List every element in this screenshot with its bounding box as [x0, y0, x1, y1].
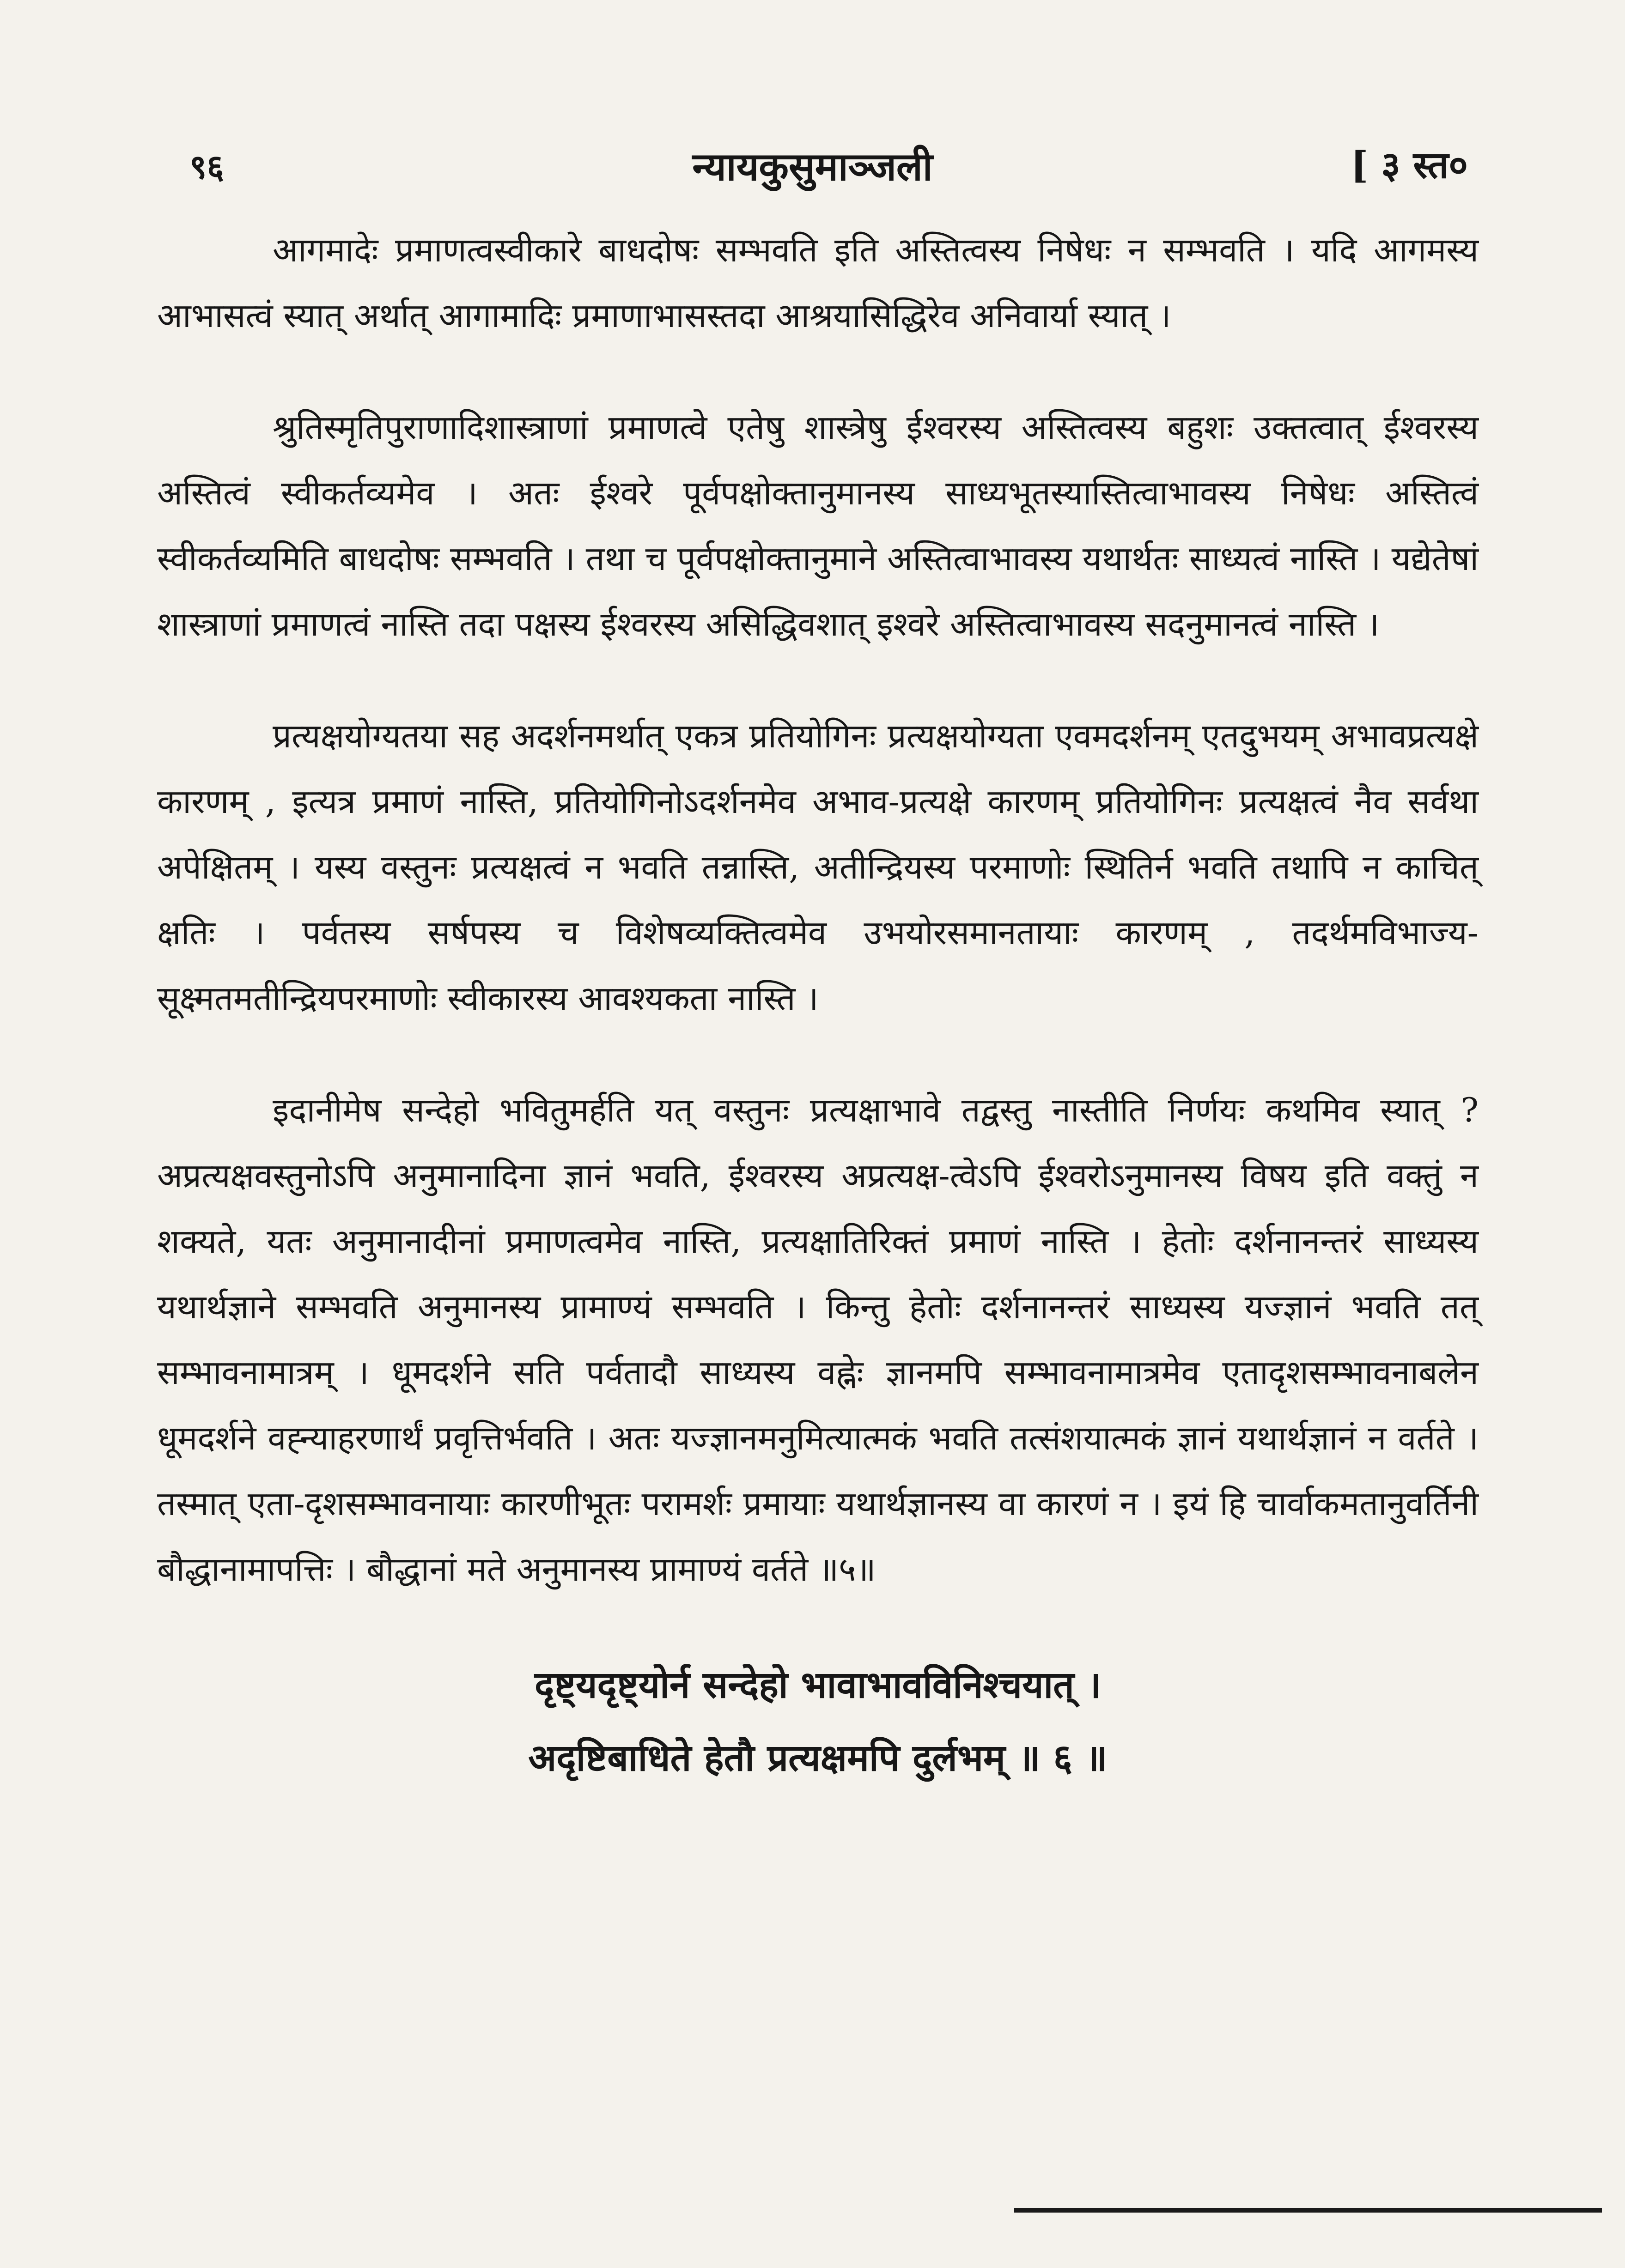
paragraph-4: इदानीमेष सन्देहो भवितुमर्हति यत् वस्तुनः प्रत्यक्षाभावे तद्वस्तु नास्तीति निर्णयः कथमिव स्यात् ? अप्रत्यक्षवस्तुनोऽपि अनुमानादिना ज्ञानं भवति, ईश्वरस्य अप्रत्यक्ष-त्वेऽपि ईश्वरोऽनुमानस्य विषय इति वक्तुं न शक्यते, यतः अनुमानादीनां प्रमाणत्वमेव नास्ति, प्रत्यक्षातिरिक्तं प्रमाणं नास्ति । हेतोः दर्शनानन्तरं साध्यस्य यथार्थज्ञाने सम्भवति अनुमानस्य प्रामाण्यं सम्भवति । किन्तु हेतोः दर्शनानन्तरं साध्यस्य यज्ज्ञानं भवति तत् सम्भावनामात्रम् । धूमदर्शने सति पर्वतादौ साध्यस्य वह्नेः ज्ञानमपि सम्भावनामात्रमेव एतादृशसम्भावनाबलेन धूमदर्शने वह्न्याहरणार्थं प्रवृत्तिर्भवति । अतः यज्ज्ञानमनुमित्यात्मकं भवति तत्संशयात्मकं ज्ञानं यथार्थज्ञानं न वर्तते । तस्मात् एता-दृशसम्भावनायाः कारणीभूतः परामर्शः प्रमायाः यथार्थज्ञानस्य वा कारणं न । इयं हि चार्वाकमतानुवर्तिनी बौद्धानामापत्तिः । बौद्धानां मते अनुमानस्य प्रामाण्यं वर्तते ॥५॥ — [157, 1091, 1479, 1589]
page-header — [157, 139, 1468, 199]
footer-rule — [1014, 2208, 1602, 2213]
page-number: ९६ — [189, 147, 224, 186]
body-text — [157, 217, 1479, 1794]
verse-block — [157, 1648, 1479, 1794]
paragraph-3: प्रत्यक्षयोग्यतया सह अदर्शनमर्थात् एकत्र प्रतियोगिनः प्रत्यक्षयोग्यता एवमदर्शनम् एतदुभयम् अभावप्रत्यक्षे कारणम् , इत्यत्र प्रमाणं नास्ति, प्रतियोगिनोऽदर्शनमेव अभाव-प्रत्यक्षे कारणम् प्रतियोगिनः प्रत्यक्षत्वं नैव सर्वथा अपेक्षितम् । यस्य वस्तुनः प्रत्यक्षत्वं न भवति तन्नास्ति, अतीन्द्रियस्य परमाणोः स्थितिर्न भवति तथापि न काचित् क्षतिः । पर्वतस्य सर्षपस्य च विशेषव्यक्तित्वमेव उभयोरसमानतायाः कारणम् , तदर्थमविभाज्य-सूक्ष्मतमतीन्द्रियपरमाणोः स्वीकारस्य आवश्यकता नास्ति । — [157, 716, 1479, 1018]
running-title: न्यायकुसुमाञ्जली — [692, 144, 933, 189]
verse-line-2: अदृष्टिबाधिते हेतौ प्रत्यक्षमपि दुर्लभम् ॥ ६ ॥ — [528, 1736, 1108, 1779]
paragraph-2: श्रुतिस्मृतिपुराणादिशास्त्राणां प्रमाणत्वे एतेषु शास्त्रेषु ईश्वरस्य अस्तित्वस्य बहुशः उक्तत्वात् ईश्वरस्य अस्तित्वं स्वीकर्तव्यमेव । अतः ईश्वरे पूर्वपक्षोक्तानुमानस्य साध्यभूतस्यास्तित्वाभावस्य निषेधः अस्तित्वं स्वीकर्तव्यमिति बाधदोषः सम्भवति । तथा च पूर्वपक्षोक्तानुमाने अस्तित्वाभावस्य यथार्थतः साध्यत्वं नास्ति । यद्येतेषां शास्त्राणां प्रमाणत्वं नास्ति तदा पक्षस्य ईश्वरस्य असिद्धिवशात् इश्वरे अस्तित्वाभावस्य सदनुमानत्वं नास्ति । — [157, 408, 1479, 643]
verse-line-1: दृष्ट्यदृष्ट्योर्न सन्देहो भावाभावविनिश्चयात् । — [534, 1663, 1102, 1706]
section-label: [ ३ स्त० — [1351, 143, 1468, 187]
paragraph-1: आगमादेः प्रमाणत्वस्वीकारे बाधदोषः सम्भवति इति अस्तित्वस्य निषेधः न सम्भवति । यदि आगमस्य आभासत्वं स्यात् अर्थात् आगामादिः प्रमाणाभासस्तदा आश्रयासिद्धिरेव अनिवार्या स्यात् । — [157, 230, 1479, 335]
